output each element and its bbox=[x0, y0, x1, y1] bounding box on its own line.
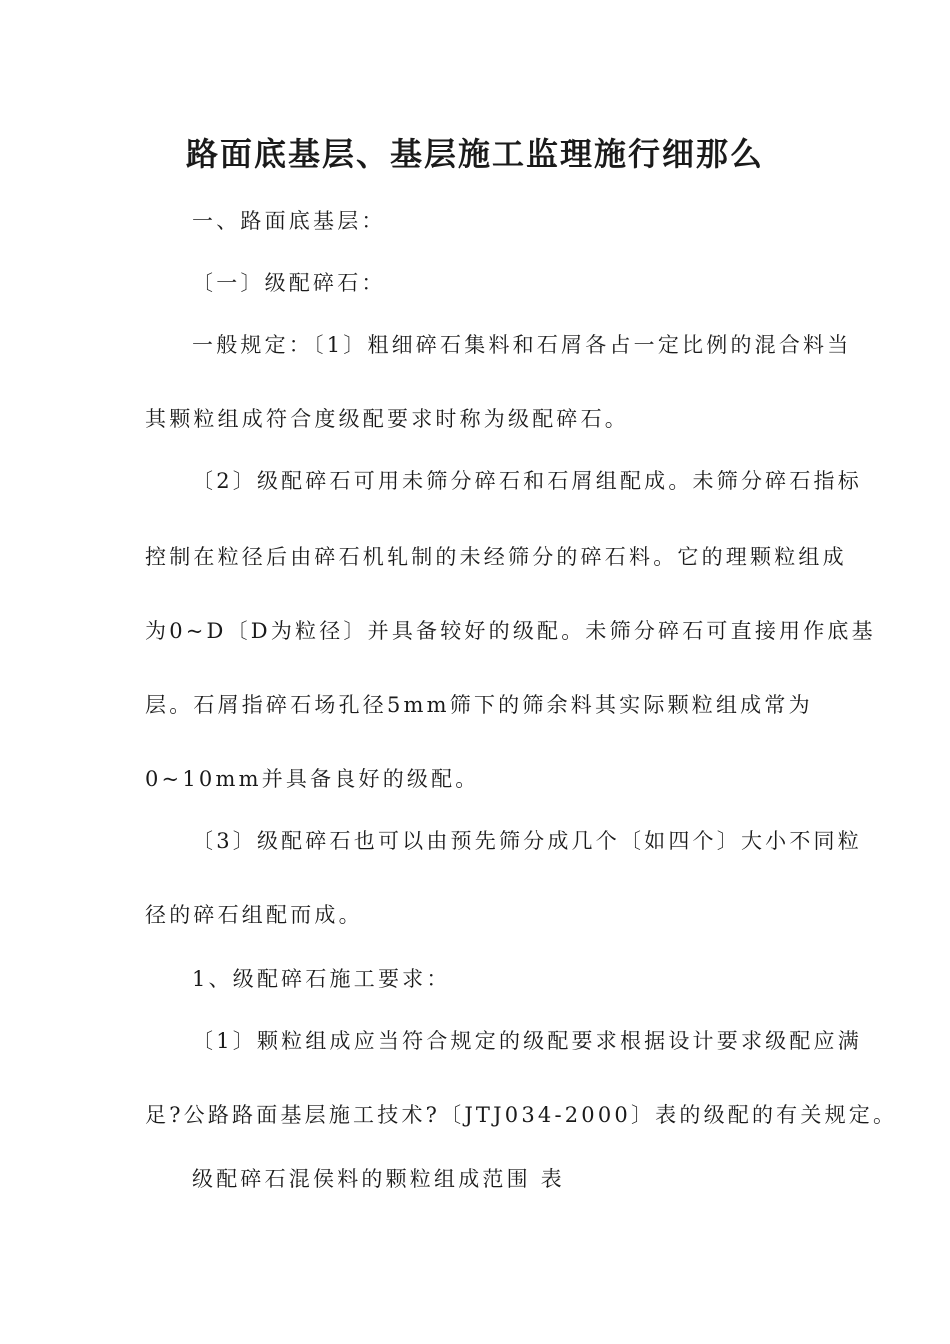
paragraph-line: 〔3〕级配碎石也可以由预先筛分成几个〔如四个〕大小不同粒 bbox=[192, 829, 862, 853]
document-title: 路面底基层、基层施工监理施行细那么 bbox=[185, 135, 764, 173]
paragraph-line: 0~10mm并具备良好的级配。 bbox=[145, 767, 480, 791]
paragraph-line: 控制在粒径后由碎石机轧制的未经筛分的碎石料。它的理颗粒组成 bbox=[145, 545, 847, 569]
paragraph-line: 为0~D〔D为粒径〕并具备较好的级配。未筛分碎石可直接用作底基 bbox=[145, 619, 876, 643]
subsection-heading: 〔一〕级配碎石： bbox=[192, 271, 386, 295]
subsection-heading: 1、级配碎石施工要求： bbox=[192, 967, 451, 991]
paragraph-line: 层。石屑指碎石场孔径5mm筛下的筛余料其实际颗粒组成常为 bbox=[145, 693, 813, 717]
paragraph-line: 径的碎石组配而成。 bbox=[145, 903, 363, 927]
section-heading: 一、路面底基层： bbox=[192, 209, 386, 233]
paragraph-line: 其颗粒组成符合度级配要求时称为级配碎石。 bbox=[145, 407, 629, 431]
paragraph-line: 〔2〕级配碎石可用未筛分碎石和石屑组配成。未筛分碎石指标 bbox=[192, 469, 862, 493]
paragraph-line: 足?公路路面基层施工技术?〔JTJ034-2000〕表的级配的有关规定。 bbox=[145, 1103, 898, 1127]
paragraph-line: 一般规定：〔1〕粗细碎石集料和石屑各占一定比例的混合料当 bbox=[192, 333, 852, 357]
table-caption: 级配碎石混侯料的颗粒组成范围 表 bbox=[192, 1167, 565, 1191]
paragraph-line: 〔1〕颗粒组成应当符合规定的级配要求根据设计要求级配应满 bbox=[192, 1029, 862, 1053]
